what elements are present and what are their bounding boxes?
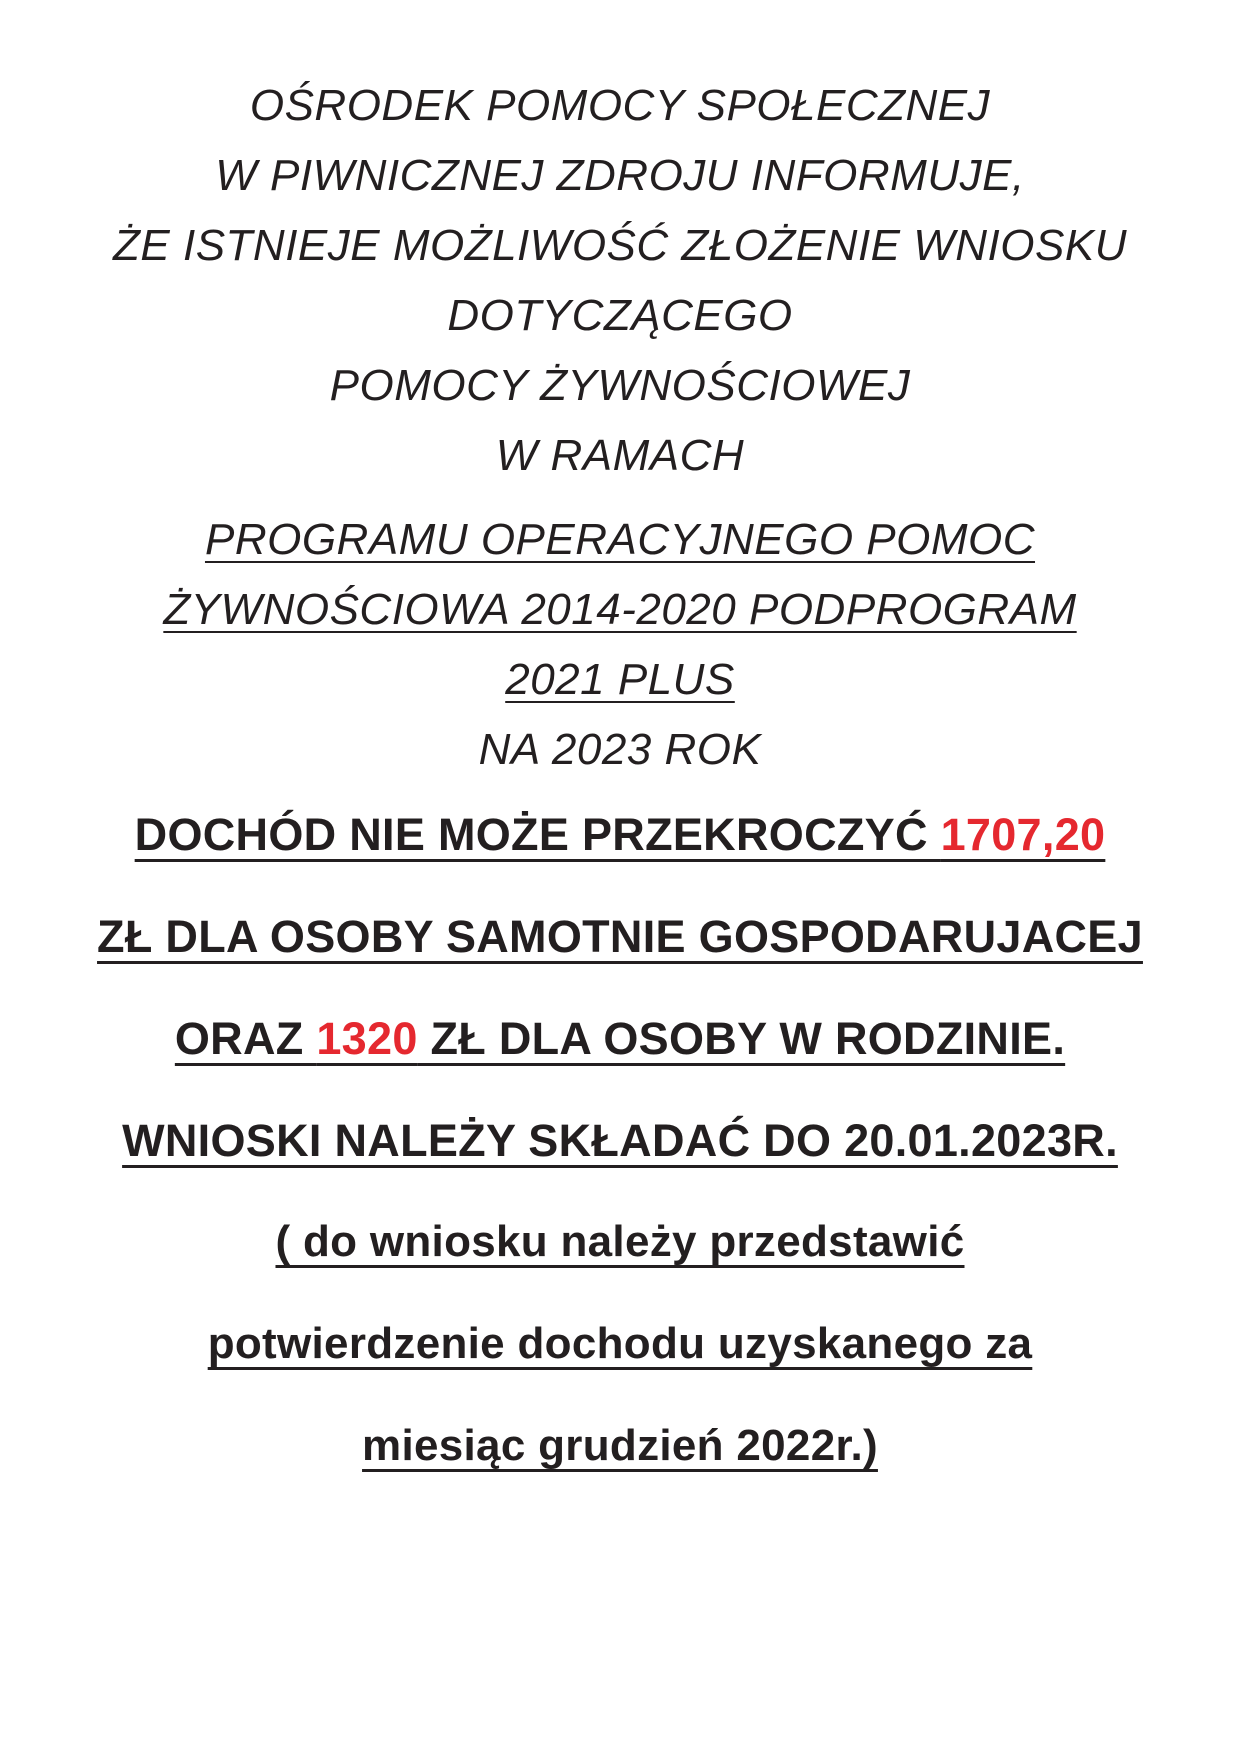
income-line-2-text: ZŁ DLA OSOBY SAMOTNIE GOSPODARUJACEJ: [97, 911, 1143, 962]
note-line-1-text: ( do wniosku należy przedstawić: [275, 1217, 965, 1266]
deadline-text: WNIOSKI NALEŻY SKŁADAĆ DO 20.01.2023R.: [122, 1115, 1118, 1166]
program-year-text: NA 2023 ROK: [478, 725, 762, 774]
note-line-2: [0, 1319, 1240, 1368]
note-line-3: [0, 1421, 1240, 1470]
intro-line-1: [0, 81, 1240, 130]
income-line-3-text: [175, 1013, 1065, 1064]
program-line-2-text: ŻYWNOŚCIOWA 2014-2020 PODPROGRAM: [163, 585, 1077, 634]
income-amount-single: 1707,20: [940, 809, 1106, 860]
income-line-3: [0, 1013, 1240, 1064]
program-line-3: [0, 655, 1240, 704]
intro-line-5: [0, 361, 1240, 410]
intro-line-1-text: OŚRODEK POMOCY SPOŁECZNEJ: [249, 81, 991, 130]
program-line-1: [0, 515, 1240, 564]
intro-line-4: [0, 291, 1240, 340]
intro-line-4-text: DOTYCZĄCEGO: [447, 291, 793, 340]
income-line-3-prefix: ORAZ: [174, 1013, 317, 1064]
intro-line-3-text: ŻE ISTNIEJE MOŻLIWOŚĆ ZŁOŻENIE WNIOSKU: [113, 221, 1127, 270]
program-line-1-text: PROGRAMU OPERACYJNEGO POMOC: [204, 515, 1036, 564]
income-line-1: [0, 809, 1240, 860]
intro-line-2: [0, 151, 1240, 200]
note-line-1: [0, 1217, 1240, 1266]
income-line-1-prefix: DOCHÓD NIE MOŻE PRZEKROCZYĆ: [134, 809, 941, 860]
program-year-line: [0, 725, 1240, 774]
program-line-2: [0, 585, 1240, 634]
intro-line-5-text: POMOCY ŻYWNOŚCIOWEJ: [329, 361, 911, 410]
intro-line-6-text: W RAMACH: [495, 431, 745, 480]
deadline-line: [0, 1115, 1240, 1166]
intro-line-2-text: W PIWNICZNEJ ZDROJU INFORMUJE,: [215, 151, 1025, 200]
intro-line-6: [0, 431, 1240, 480]
note-line-2-text: potwierdzenie dochodu uzyskanego za: [207, 1319, 1033, 1368]
note-line-3-text: miesiąc grudzień 2022r.): [362, 1421, 878, 1470]
income-amount-family: 1320: [316, 1013, 418, 1064]
income-line-3-suffix: ZŁ DLA OSOBY W RODZINIE.: [417, 1013, 1066, 1064]
program-line-3-text: 2021 PLUS: [505, 655, 735, 704]
income-line-2: [0, 911, 1240, 962]
intro-line-3: [0, 221, 1240, 270]
income-line-1-text: [135, 809, 1106, 860]
